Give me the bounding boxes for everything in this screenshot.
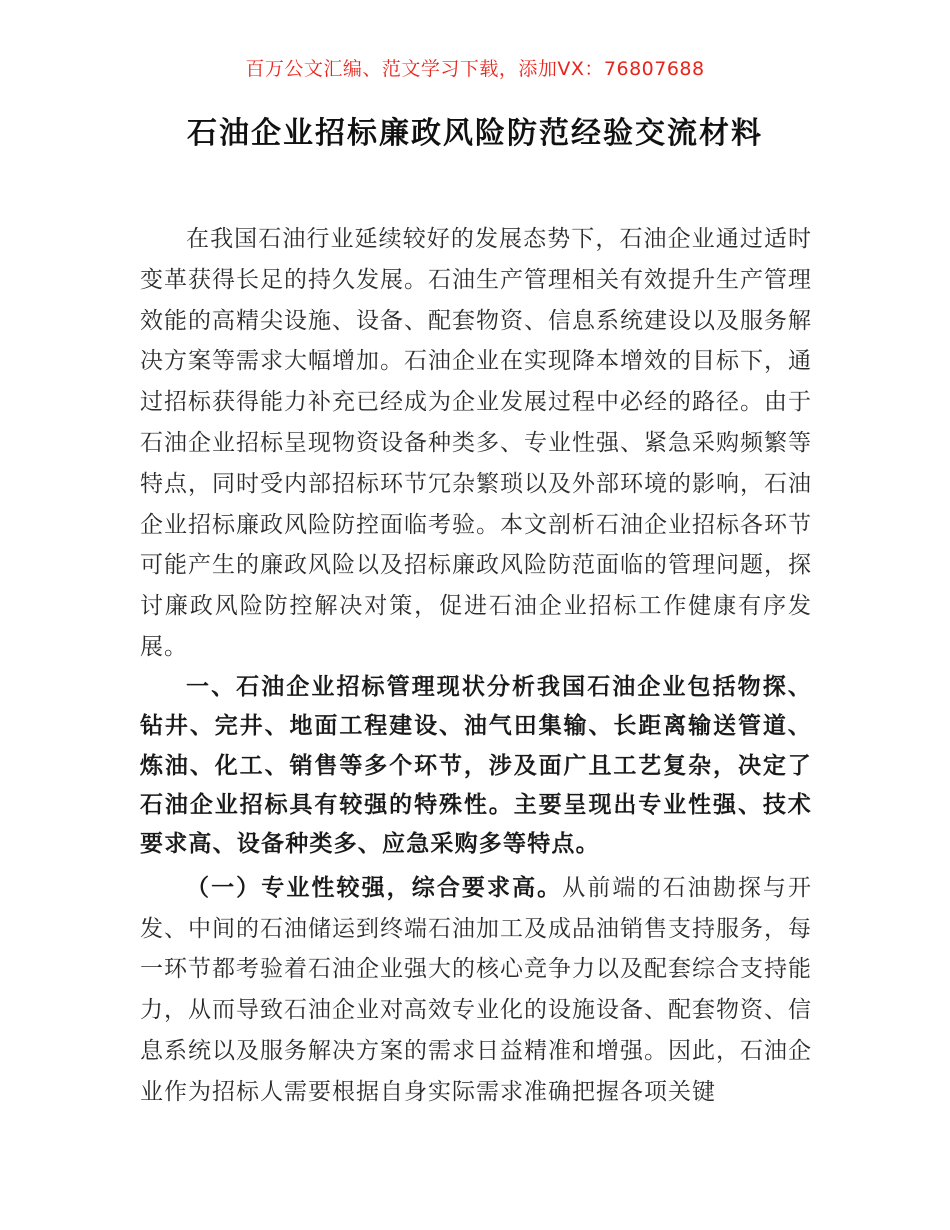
paragraph-intro: 在我国石油行业延续较好的发展态势下，石油企业通过适时变革获得长足的持久发展。石油生产管理相关有效提升生产管理效能的高精尖设施、设备、配套物资、信息系统建设以及服务解决方案等需求大幅增加。石油企业在实现降本增效的目标下，通过招标获得能力补充已经成为企业发展过程中必经的路径。由于石油企业招标呈现物资设备种类多、专业性强、紧急采购频繁等特点，同时受内部招标环节冗杂繁琐以及外部环境的影响，石油企业招标廉政风险防控面临考验。本文剖析石油企业招标各环节可能产生的廉政风险以及招标廉政风险防范面临的管理问题，探讨廉政风险防控解决对策，促进石油企业招标工作健康有序发展。 [140, 226, 812, 660]
subsection-text: 从前端的石油勘探与开发、中间的石油储运到终端石油加工及成品油销售支持服务，每一环节都考验着石油企业强大的核心竞争力以及配套综合支持能力，从而导致石油企业对高效专业化的设施设备、配套物资、信息系统以及服务解决方案的需求日益精准和增强。因此，石油企业作为招标人需要根据自身实际需求准确把握各项关键 [140, 874, 813, 1105]
watermark-header: 百万公文汇编、范文学习下载，添加VX：76807688 [245, 58, 705, 80]
document-body [140, 219, 812, 1113]
section-heading-1: 一、石油企业招标管理现状分析我国石油企业包括物探、钻井、完井、地面工程建设、油气田集输、长距离输送管道、炼油、化工、销售等多个环节，涉及面广且工艺复杂，决定了石油企业招标具有较强的特殊性。主要呈现出专业性强、技术要求高、设备种类多、应急采购多等特点。 [140, 673, 812, 858]
subsection-lead: （一）专业性较强，综合要求高。 [186, 874, 563, 901]
document-title: 石油企业招标廉政风险防范经验交流材料 [187, 116, 763, 151]
paragraph-subsection-1 [140, 868, 812, 1113]
